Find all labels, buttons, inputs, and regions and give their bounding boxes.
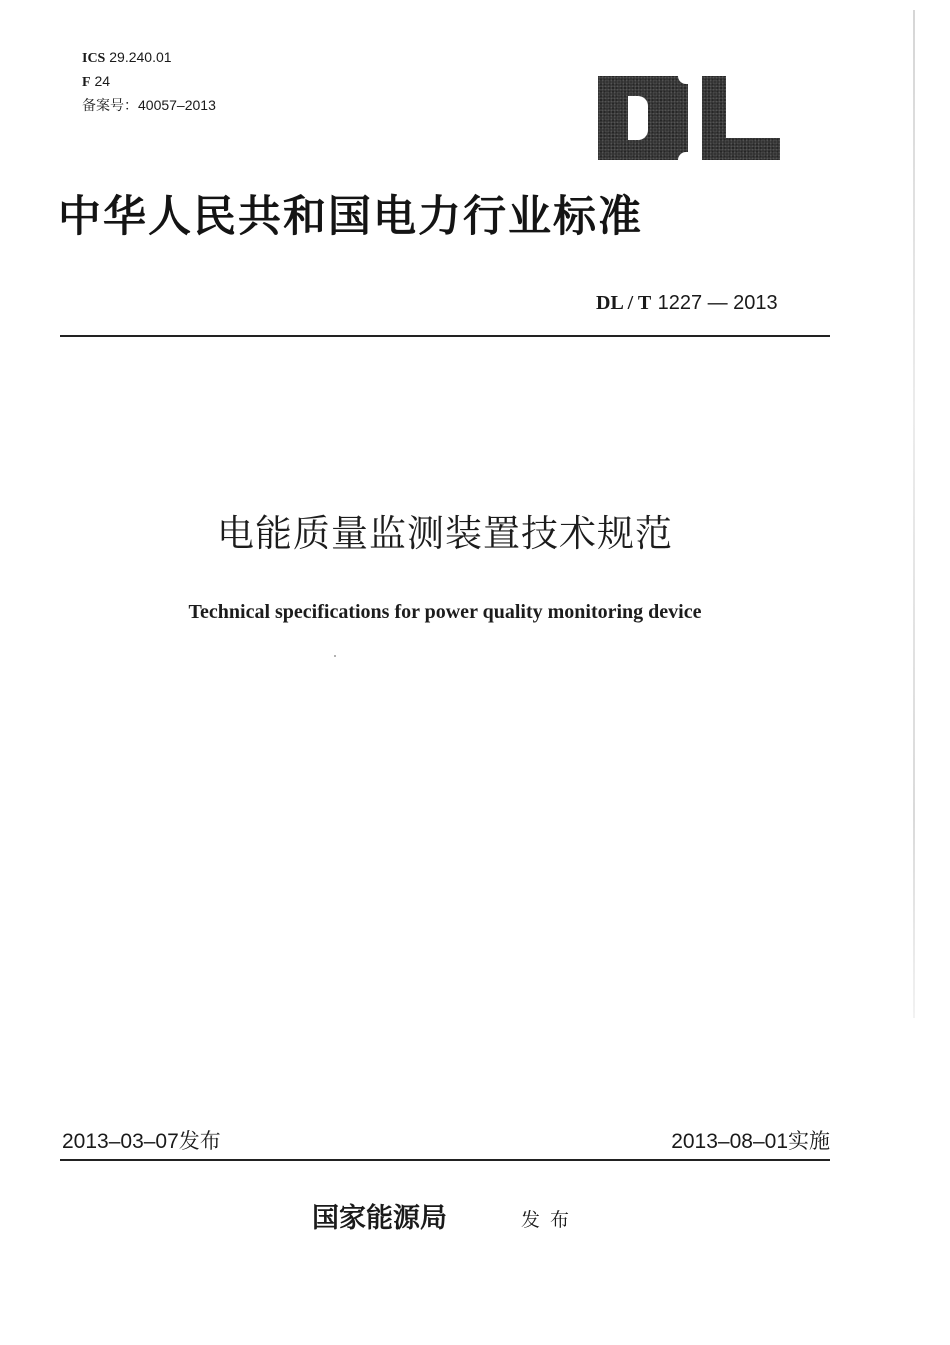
ics-value: 29.240.01 [109, 49, 172, 65]
document-title-chinese: 电能质量监测装置技术规范 [217, 512, 673, 555]
ics-line [82, 48, 172, 68]
dl-logo-gap [688, 76, 702, 160]
dl-logo-d-corner-top [678, 76, 690, 84]
industry-standard-title: 中华人民共和国电力行业标准 [58, 192, 643, 242]
standard-number-prefix: DL / T [596, 292, 652, 314]
standard-number [596, 290, 778, 315]
dl-logo [598, 76, 780, 160]
scan-edge [913, 10, 915, 1018]
classification-line [82, 72, 110, 92]
dl-logo-l-cut [726, 76, 780, 138]
document-title-english: Technical specifications for power quality monitoring device [188, 601, 702, 623]
implementation-date: 2013–08–01实施 [671, 1130, 830, 1153]
header-divider [60, 335, 830, 337]
dl-logo-d-corner-bottom [678, 152, 690, 160]
classification-code: F [82, 75, 91, 90]
ics-code: ICS [82, 51, 106, 66]
classification-value: 24 [94, 73, 111, 89]
issue-label: 发布 [521, 1209, 580, 1231]
record-number: 备案号：40057–2013 [82, 97, 216, 113]
footer-divider [60, 1159, 830, 1161]
release-date: 2013–03–07发布 [62, 1130, 221, 1153]
standard-number-value: 1227 — 2013 [657, 292, 778, 314]
dl-logo-d-counter [628, 96, 648, 140]
scan-speck [334, 655, 336, 657]
issuing-authority: 国家能源局 [312, 1203, 447, 1234]
